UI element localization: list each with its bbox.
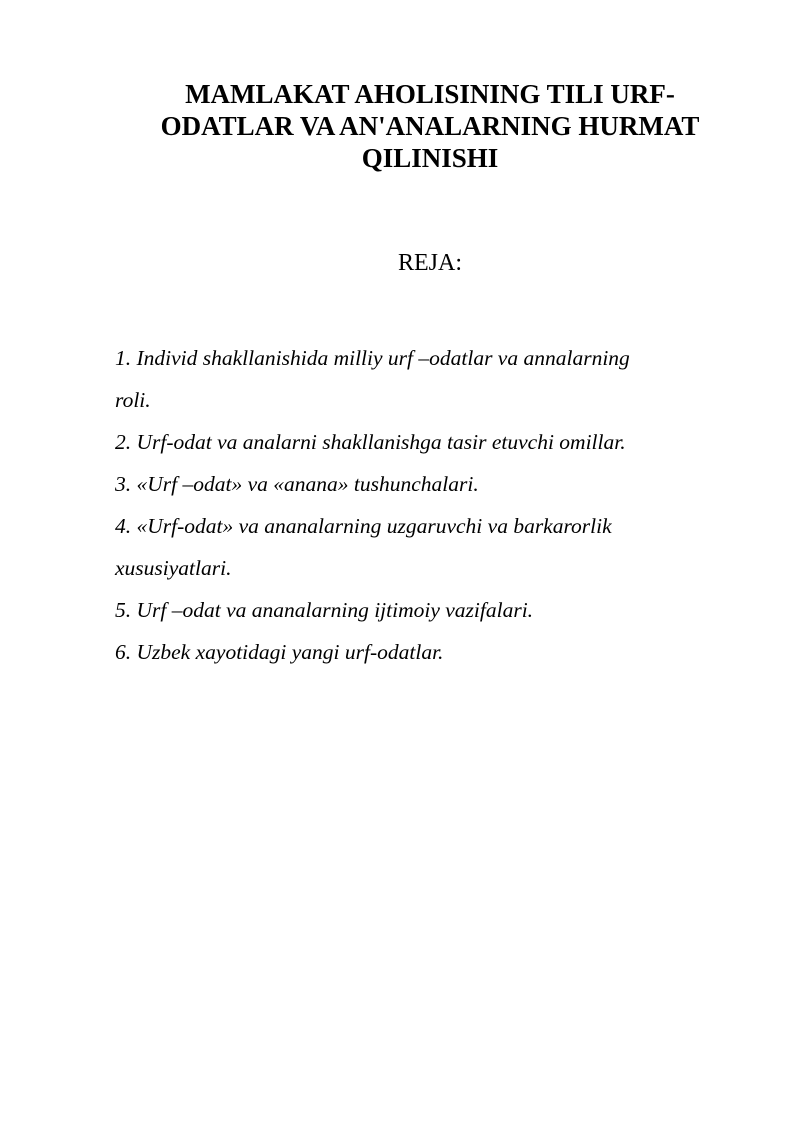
plan-item-2: 2. Urf-odat va analarni shakllanishga tasir etuvchi omillar. (115, 430, 626, 454)
title-line: MAMLAKAT AHOLISINING TILI URF- (185, 79, 675, 109)
plan-item-5: 5. Urf –odat va ananalarning ijtimoiy vazifalari. (115, 598, 534, 622)
title-line: ODATLAR VA AN'ANALARNING HURMAT (160, 111, 700, 141)
plan-item-6: 6. Uzbek xayotidagi yangi urf-odatlar. (115, 640, 444, 664)
title-line: QILINISHI (361, 143, 499, 173)
plan-heading: REJA: (397, 250, 462, 276)
plan-item-3: 3. «Urf –odat» va «anana» tushunchalari. (115, 472, 479, 496)
plan-list (115, 337, 735, 673)
plan-item-4: 4. «Urf-odat» va ananalarning uzgaruvchi va barkarorlik (115, 514, 612, 538)
plan-item-4-continued: xususiyatlari. (115, 556, 232, 580)
plan-item-1-continued: roli. (115, 388, 151, 412)
plan-item-1: 1. Individ shakllanishida milliy urf –odatlar va annalarning (115, 346, 630, 370)
document-title (100, 78, 760, 174)
